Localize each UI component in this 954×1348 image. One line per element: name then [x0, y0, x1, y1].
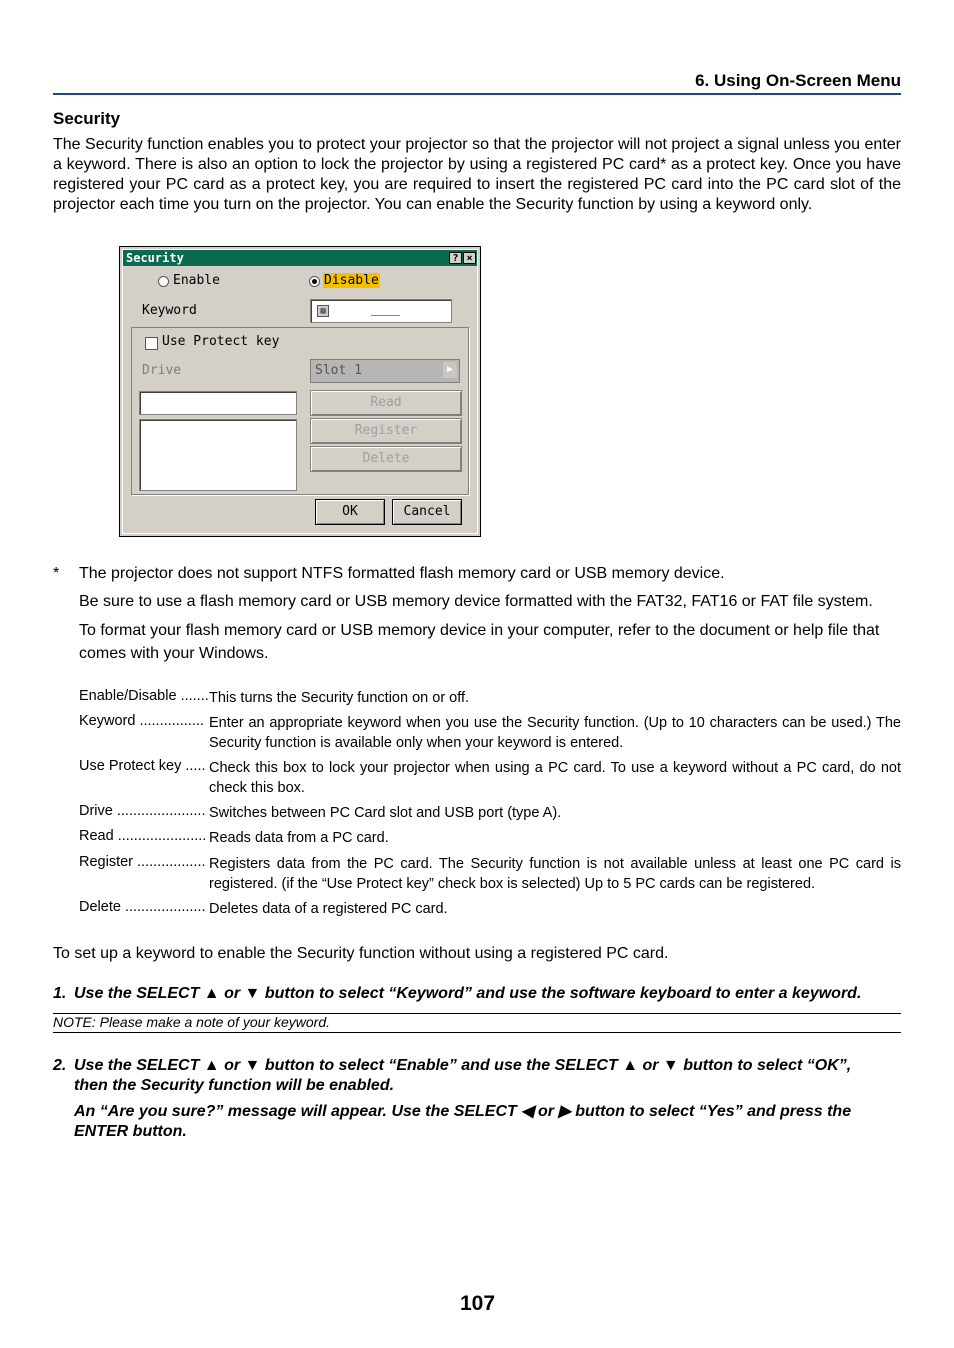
definition-term: Read ...................... [79, 828, 207, 844]
definition-term: Enable/Disable ....... [79, 688, 209, 704]
step-2-number: 2. [53, 1057, 67, 1074]
footnote-mark: * [53, 565, 60, 582]
intro-paragraph: The Security function enables you to protect your projector so that the projector will not project a signal unless you enter a keyword. There is also an option to lock the projector by using a registered PC card* as a protect key. Once you have registered your PC card as a protect key, you are required to insert the registered PC card into the PC card slot of the projector each time you turn on the projector. You can enable the Security function by using a keyword only. [53, 136, 901, 213]
definition-desc: Registers data from the PC card. The Security function is not available unless at least one PC card is registered. (if the “Use Protect key” check box is selected) Up to 5 PC cards can be registered. [209, 856, 901, 892]
drive-value: Slot 1 [315, 363, 362, 378]
footnote-line-1: The projector does not support NTFS formatted flash memory card or USB memory device. [79, 565, 725, 582]
note-text: NOTE: Please make a note of your keyword. [53, 1014, 331, 1030]
page-number: 107 [460, 1292, 496, 1315]
step-2-line-1: Use the SELECT ▲ or ▼ button to select “Enable” and use the SELECT ▲ or ▼ button to select “OK”, [74, 1057, 852, 1074]
step-1-text: Use the SELECT ▲ or ▼ button to select “Keyword” and use the software keyboard to enter a keyword. [74, 985, 862, 1002]
read-button[interactable]: Read [310, 390, 462, 416]
ok-button[interactable]: OK [315, 499, 385, 525]
use-protect-key-label: Use Protect key [162, 334, 280, 349]
keyword-label: Keyword [142, 303, 197, 318]
definition-desc: Deletes data of a registered PC card. [209, 901, 448, 917]
section-title: Security [53, 109, 121, 128]
disable-radio[interactable] [309, 276, 320, 287]
enable-radio[interactable] [158, 276, 169, 287]
definition-term: Keyword ................ [79, 713, 204, 729]
disable-label: Disable [324, 273, 379, 288]
close-button[interactable]: × [463, 252, 476, 264]
drive-label: Drive [142, 363, 182, 378]
dialog-titlebar [123, 250, 477, 266]
keyword-value: ____ [371, 302, 400, 316]
definition-desc: Switches between PC Card slot and USB port (type A). [209, 805, 562, 821]
definition-desc: Check this box to lock your projector when using a PC card. To use a keyword without a PC card, do not check this box. [209, 760, 901, 796]
step-2-line-2: then the Security function will be enabled. [74, 1077, 395, 1094]
use-protect-key-checkbox[interactable] [145, 337, 158, 350]
footnote-line-2: Be sure to use a flash memory card or USB memory device formatted with the FAT32, FAT16 or FAT file system. [79, 593, 873, 610]
definition-desc: Reads data from a PC card. [209, 830, 389, 846]
delete-button[interactable]: Delete [310, 446, 462, 472]
note-rule-bottom [53, 1032, 901, 1033]
step-2-line-4: ENTER button. [74, 1123, 187, 1140]
definition-term: Drive ...................... [79, 803, 206, 819]
definition-term: Delete .................... [79, 899, 206, 915]
chevron-right-icon[interactable]: ▶ [443, 362, 457, 378]
dialog-title: Security [126, 251, 184, 265]
header-rule [53, 93, 901, 95]
card-list[interactable] [139, 419, 297, 491]
setup-text: To set up a keyword to enable the Security function without using a registered PC card. [53, 945, 669, 962]
help-button[interactable]: ? [449, 252, 462, 264]
register-button[interactable]: Register [310, 418, 462, 444]
keyword-field[interactable] [310, 299, 452, 323]
definition-desc: This turns the Security function on or off. [209, 690, 470, 706]
footnote-line-3: To format your flash memory card or USB memory device in your computer, refer to the document or help file that comes with your Windows. [79, 622, 880, 662]
card-name-field [139, 391, 297, 415]
keyboard-icon[interactable]: ▤ [317, 305, 329, 317]
step-1-number: 1. [53, 985, 67, 1002]
definition-desc: Enter an appropriate keyword when you use the Security function. (Up to 10 characters can be used.) The Security function is available only when your keyword is entered. [209, 715, 901, 751]
definition-term: Use Protect key ..... [79, 758, 206, 774]
drive-select[interactable] [310, 359, 460, 383]
security-dialog [119, 246, 481, 537]
chapter-title: 6. Using On-Screen Menu [695, 71, 901, 90]
enable-label: Enable [173, 273, 220, 288]
definition-term: Register ................. [79, 854, 206, 870]
cancel-button[interactable]: Cancel [392, 499, 462, 525]
step-2-line-3: An “Are you sure?” message will appear. Use the SELECT ◀ or ▶ button to select “Yes” and press the [74, 1103, 852, 1120]
